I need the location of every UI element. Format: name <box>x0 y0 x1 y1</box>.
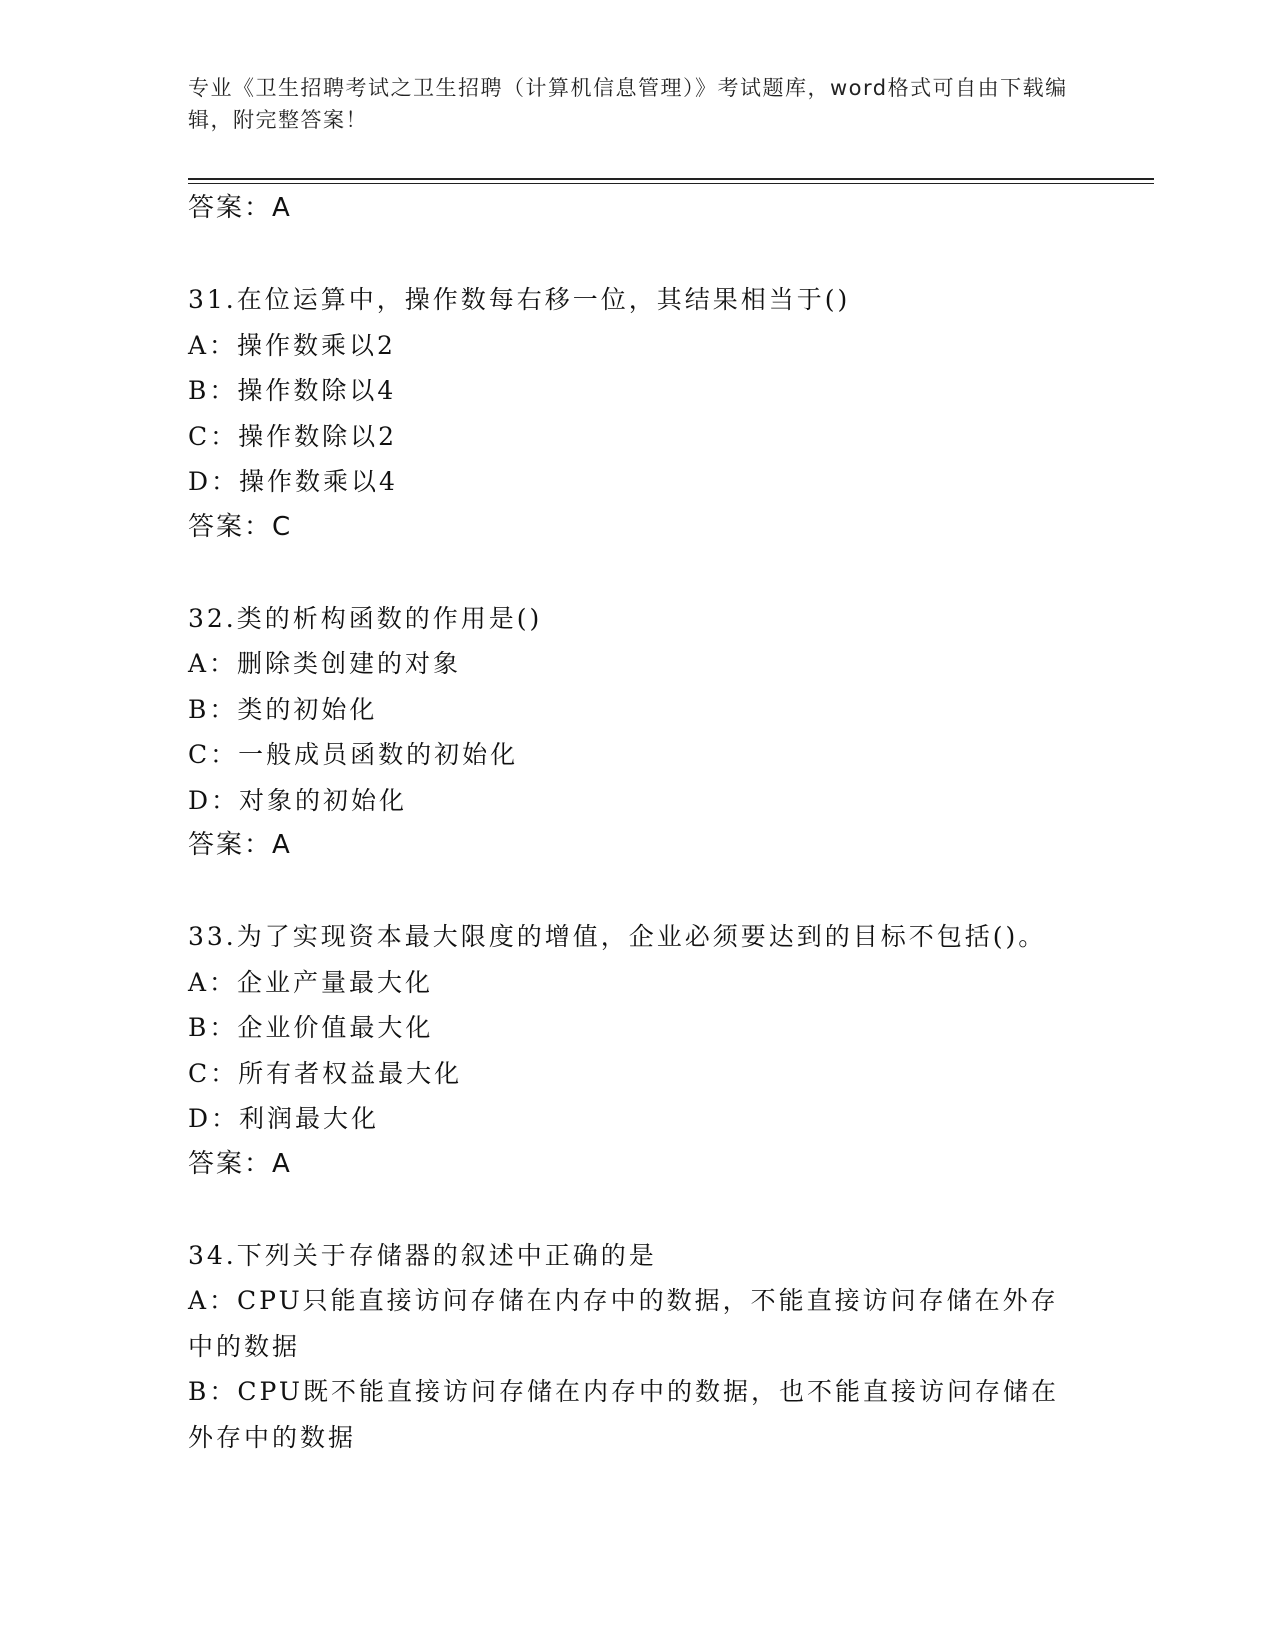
option-d: D：利润最大化 <box>188 1104 380 1133</box>
document-header: 专业《卫生招聘考试之卫生招聘（计算机信息管理）》考试题库，word格式可自由下载编辑，附完整答案！ <box>188 76 1068 132</box>
question-block-34 <box>188 1233 1068 1461</box>
question-block-32 <box>188 596 1068 869</box>
option-c: C：所有者权益最大化 <box>188 1058 463 1088</box>
option-a: A：操作数乘以2 <box>188 330 396 360</box>
option-c: C：操作数除以2 <box>188 421 398 451</box>
spacer <box>188 550 1068 596</box>
question-stem: 32.类的析构函数的作用是() <box>188 603 543 633</box>
option-d: D：对象的初始化 <box>188 785 408 815</box>
answer-line: 答案：A <box>188 1148 292 1179</box>
option-d: D：操作数乘以4 <box>188 467 398 496</box>
answer-line: 答案：C <box>188 511 293 542</box>
option-b: B：企业价值最大化 <box>188 1013 434 1042</box>
answer-line: 答案：A <box>188 193 292 223</box>
question-stem: 34.下列关于存储器的叙述中正确的是 <box>188 1240 657 1270</box>
option-b: B：类的初始化 <box>188 694 378 724</box>
option-c: C：一般成员函数的初始化 <box>188 740 519 769</box>
spacer <box>188 1187 1068 1233</box>
option-a: A：CPU只能直接访问存储在内存中的数据，不能直接访问存储在外存中的数据 <box>188 1286 1059 1361</box>
option-a: A：删除类创建的对象 <box>188 649 462 678</box>
spacer <box>188 869 1068 915</box>
header-rule-thick <box>188 178 1154 180</box>
option-a: A：企业产量最大化 <box>188 967 434 997</box>
answer-line: 答案：A <box>188 830 292 860</box>
header-rule-thin <box>188 183 1154 184</box>
document-body <box>188 186 1068 1460</box>
option-b: B：CPU既不能直接访问存储在内存中的数据，也不能直接访问存储在外存中的数据 <box>188 1377 1059 1452</box>
option-b: B：操作数除以4 <box>188 376 397 405</box>
spacer <box>188 232 1068 278</box>
question-block-33 <box>188 914 1068 1187</box>
question-stem: 31.在位运算中，操作数每右移一位，其结果相当于() <box>188 285 851 314</box>
question-stem: 33.为了实现资本最大限度的增值，企业必须要达到的目标不包括()。 <box>188 922 1047 951</box>
question-block-31 <box>188 277 1068 550</box>
